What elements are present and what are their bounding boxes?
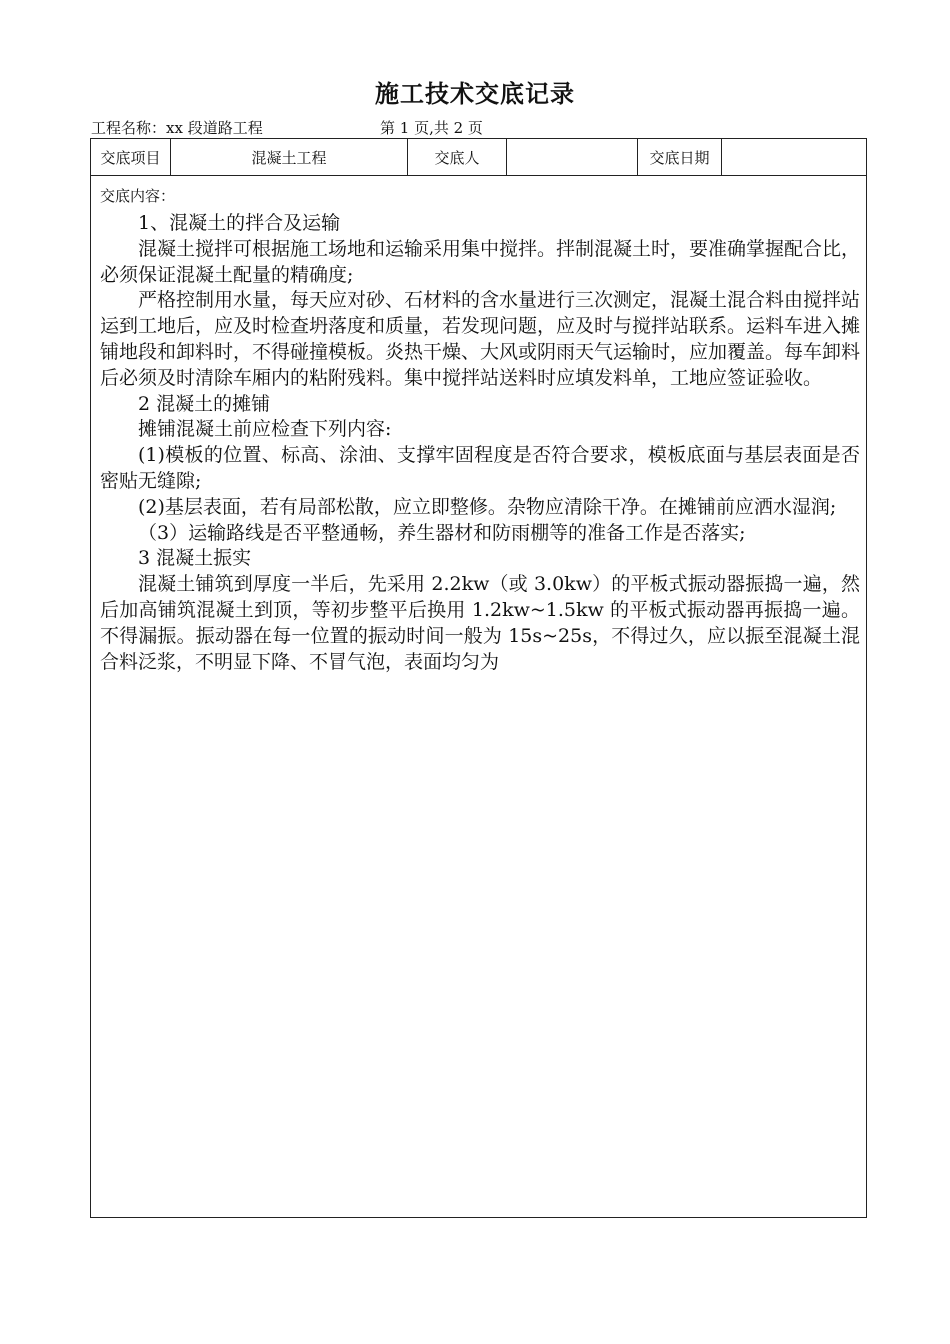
- item-value: 混凝土工程: [171, 139, 408, 175]
- date-value: [722, 139, 866, 175]
- list-item: (2)基层表面，若有局部松散，应立即整修。杂物应清除干净。在摊铺前应洒水湿润;: [138, 495, 837, 518]
- person-label: 交底人: [408, 139, 507, 175]
- date-label: 交底日期: [638, 139, 722, 175]
- section-heading: 3 混凝土振实: [138, 547, 252, 570]
- project-name: 工程名称：xx 段道路工程: [91, 119, 263, 137]
- header-row: [91, 139, 866, 176]
- list-item: （3）运输路线是否平整通畅，养生器材和防雨棚等的准备工作是否落实;: [138, 521, 746, 544]
- section-heading: 1、混凝土的拌合及运输: [138, 212, 341, 234]
- document-title: 施工技术交底记录: [375, 79, 575, 108]
- paragraph: 混凝土搅拌可根据施工场地和运输采用集中搅拌。拌制混凝土时，要准确掌握配合比，必须保证混凝土配量的精确度;: [100, 237, 861, 286]
- paragraph: 摊铺混凝土前应检查下列内容:: [138, 418, 392, 441]
- list-item: (1)模板的位置、标高、涂油、支撑牢固程度是否符合要求，模板底面与基层表面是否密贴无缝隙;: [100, 444, 860, 492]
- content-label: 交底内容：: [100, 187, 176, 205]
- paragraph: 严格控制用水量，每天应对砂、石材料的含水量进行三次测定，混凝土混合料由搅拌站运到工地后，应及时检查坍落度和质量，若发现问题，应及时与搅拌站联系。运料车进入摊铺地段和卸料时，不得碰撞模板。炎热干燥、大风或阴雨天气运输时，应加覆盖。每车卸料后必须及时清除车厢内的粘附残料。集中搅拌站送料时应填发料单，工地应签证验收。: [100, 289, 861, 389]
- record-sheet: [90, 138, 867, 1218]
- person-value: [507, 139, 638, 175]
- content-body: [100, 211, 860, 675]
- section-heading: 2 混凝土的摊铺: [138, 392, 271, 415]
- paragraph: 混凝土铺筑到厚度一半后，先采用 2.2kw（或 3.0kw）的平板式振动器振捣一遍，然后加高铺筑混凝土到顶，等初步整平后换用 1.2kw~1.5kw 的平板式振动器再振捣一遍。不得漏振。振动器在每一位置的振动时间一般为 15s~25s，不得过久，应以振至混凝土混合料泛浆，不明显下降、不冒气泡，表面均匀为: [100, 573, 860, 673]
- item-label: 交底项目: [91, 139, 171, 175]
- page-info: 第 1 页,共 2 页: [380, 119, 483, 137]
